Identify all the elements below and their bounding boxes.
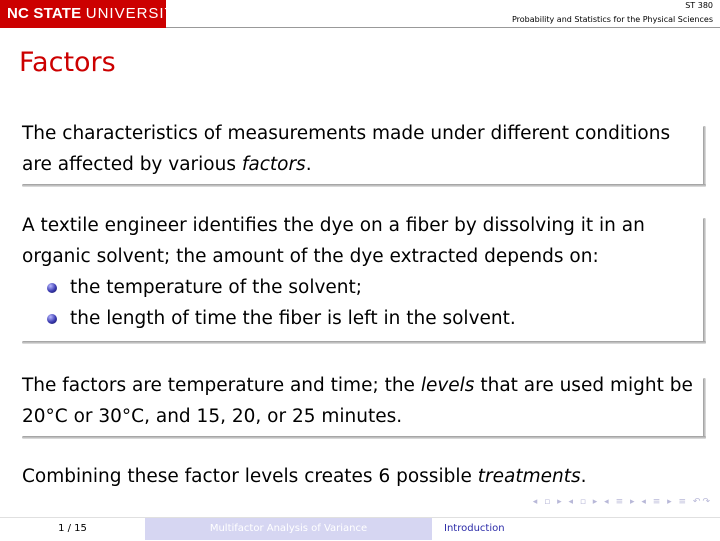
footer-subsection[interactable]: Introduction <box>444 523 505 534</box>
footer-section[interactable]: Multifactor Analysis of Variance <box>145 518 432 540</box>
bullet-icon <box>47 314 57 324</box>
slide-title: Factors <box>19 47 116 78</box>
block3-tail: that are used might be 20°C or 30°C, and 15, 20, or 25 minutes. <box>22 375 693 427</box>
list-item-text: the temperature of the solvent; <box>70 277 362 298</box>
beamer-navigation-icons[interactable]: ◂ ▫ ▸ ◂ ▫ ▸ ◂ ≡ ▸ ◂ ≡ ▸ ≡ ↶↷ <box>532 497 712 507</box>
block3-emphasis: levels <box>420 375 475 396</box>
course-title: Probability and Statistics for the Physical Sciences <box>511 15 713 24</box>
course-code: ST 380 <box>685 1 713 10</box>
content-block-factors <box>22 118 706 181</box>
block4-text: Combining these factor levels creates 6 possible <box>22 466 478 487</box>
footer <box>0 518 720 540</box>
list-item <box>22 303 696 334</box>
logo-bold-text: NC STATE <box>7 5 82 22</box>
header-rule <box>166 27 720 28</box>
block1-emphasis: factors <box>241 154 306 175</box>
university-logo <box>0 0 186 28</box>
block4-tail: . <box>580 466 587 487</box>
block1-text: The characteristics of measurements made under different conditions are affected by various <box>22 123 671 175</box>
block2-intro: A textile engineer identifies the dye on a fiber by dissolving it in an organic solvent; the amount of the dye extracted depends on: <box>22 215 645 267</box>
block4-emphasis: treatments <box>477 466 581 487</box>
page-number: 1 / 15 <box>58 523 87 534</box>
block1-tail: . <box>305 154 312 175</box>
content-block-example <box>22 210 706 338</box>
bullet-icon <box>47 283 57 293</box>
list-item-text: the length of time the fiber is left in the solvent. <box>70 308 516 329</box>
content-block-treatments <box>22 461 596 493</box>
bullet-list <box>22 272 696 334</box>
logo-light-text: UNIVERSITY <box>85 5 186 22</box>
block3-text: The factors are temperature and time; the <box>22 375 421 396</box>
content-block-levels <box>22 370 706 433</box>
list-item <box>22 272 696 303</box>
